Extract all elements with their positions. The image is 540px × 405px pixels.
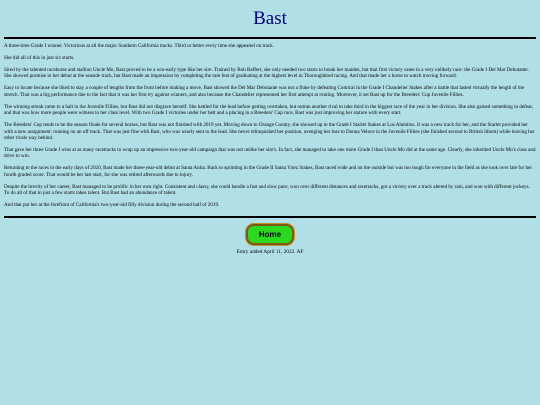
article-paragraph: Returning to the races in the early days of 2020, Bast made her three-year-old debut at Santa Anita. Back to sprinting in the Grade II Santa Ynez Stakes, Bast raced wide and on the outside but was too tough for everyone in the field as she took over late for her fourth graded score. That would be her last start, for she was retired afterwards due to injury.: [4, 165, 533, 178]
title-divider: [4, 37, 536, 39]
page-title: Bast: [253, 8, 287, 29]
footer: [0, 224, 540, 255]
footer-divider: [4, 216, 536, 218]
article-paragraph: Sired by the talented racehorse and stallion Uncle Mo, Bast proved to be a win-early type like her sire. Trained by Bob Baffert, she only needed two starts to break her maiden, but that first victory came in a very unlikely race: the Grade I Del Mar Debutante. She showed promise in her debut at the seaside track, but Bast made an impression by completing the rare feat of graduating at the highest level in Thoroughbred racing. And that made her a horse to watch moving forward.: [4, 67, 529, 80]
article-paragraph: The Breeders' Cup tends to be the season finale for several horses, but Bast was not finished with 2019 yet. Moving down to Orange County, she showed up in the Grade I Starlet Stakes at Los Alamitos. It was a new track for her, and the Starlet provided her with a new assignment: running on an off track. That was just fine with Bast, who was wisely sent to the lead. She never relinquished her position, avenging her loss to Donna Veloce in the Juvenile Fillies (she finished second to British Idiom) while leaving her other rivals way behind.: [4, 122, 535, 142]
article-paragraph: A three-time Grade I winner. Victorious at all the major Southern California tracks. Third or better every time she appeared on track.: [4, 43, 274, 49]
article-paragraph: Despite the brevity of her career, Bast managed to be prolific in her own right. Consistent and classy, she could handle a fast and slow pace, won over different distances and racetracks, got a victory over a track altered by rain, and won with different jockeys. To do all of that in just a few starts takes talent. But Bast had an abundance of talent.: [4, 183, 530, 197]
article-paragraph: Easy to locate because she liked to stay a couple of lengths from the front before making a move, Bast showed the Del Mar Debutante was not a fluke by defeating Comical in the Grade I Chandelier Stakes after a battle that lasted virtually the length of the stretch. That was a big performance due to the fact that it was her first try against winners, and also because the Chandelier represented her first attempt at routing. Moreover, it set Bast up for the Breeders' Cup Juvenile Fillies.: [4, 85, 525, 98]
article-paragraph: And that put her at the forefront of California's two-year-old filly division during the second half of 2019.: [4, 202, 220, 209]
article-paragraph: The winning streak came to a halt in the Juvenile Fillies, but Bast did not disgrace herself. She battled for the lead before getting overtaken, but outran another rival to take third in the biggest race of the year in her division. She also gained something in defeat, and that was how more people were witness to her class level. With two Grade I victories under her belt and a placing in a Breeders' Cup race, Bast was just improving her stature with every start.: [4, 103, 534, 117]
article-paragraph: She did all of this in just six starts.: [4, 55, 75, 61]
article-paragraph: That gave her three Grade I wins at as many racetracks to wrap up an impressive two-year-old campaign that was not unlike her sire's. In fact, she managed to take one more Grade I than Uncle Mo did at the same age. Clearly, she inherited Uncle Mo's class and drive to win.: [4, 147, 536, 160]
home-button[interactable]: Home: [246, 224, 294, 245]
article-body: [0, 43, 540, 209]
entry-date: Entry added April 11, 2022. AF: [236, 248, 304, 255]
